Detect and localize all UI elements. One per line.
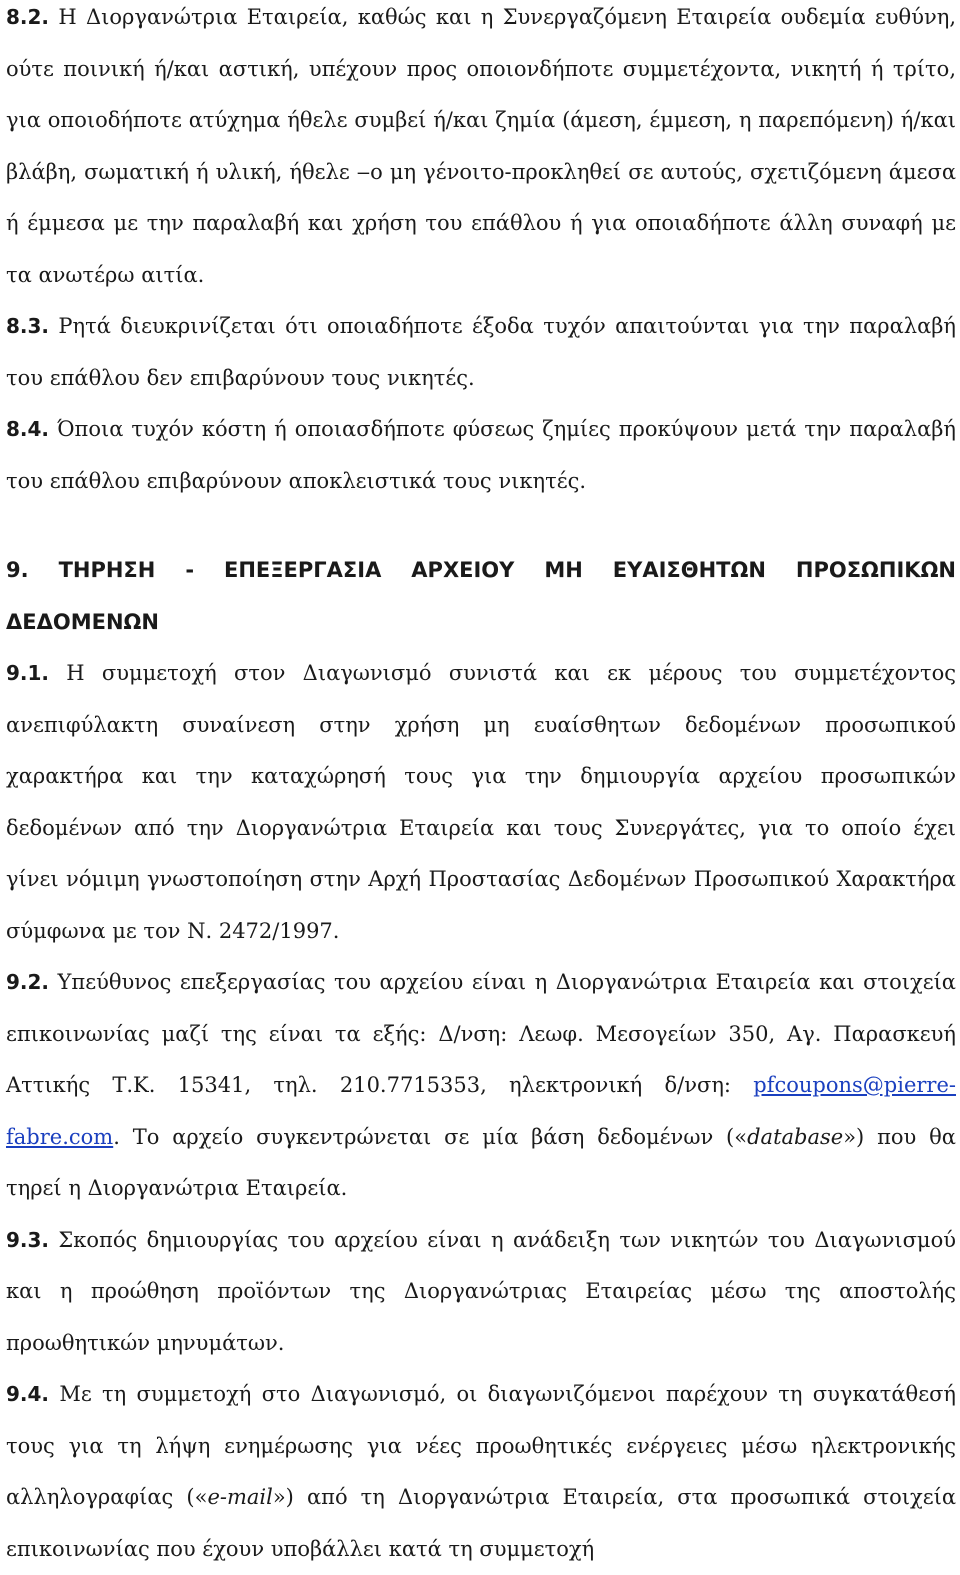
paragraph-9-2 [6,957,956,1215]
database-term: database [747,1124,844,1149]
clause-text: Υπεύθυνος επεξεργασίας του αρχείου είναι η Διοργανώτρια Εταιρεία και στοιχεία επικοινωνίας μαζί της είναι τα εξής: Δ/νση: Λεωφ. Μεσογείων 350, Αγ. Παρασκευή Αττικής Τ.Κ. 15341, τηλ. 210.7715353, ηλεκτρονική δ/νση: [6,970,956,1097]
clause-text: ») από τη Διοργανώτρια Εταιρεία, στα προσωπικά στοιχεία επικοινωνίας που έχουν υποβάλλει κατά τη συμμετοχή [6,1485,957,1561]
paragraph-9-1 [6,648,956,957]
clause-text: ») που θα τηρεί η Διοργανώτρια Εταιρεία. [6,1124,956,1200]
clause-number: 8.2. [6,5,50,29]
paragraph-8-2 [6,0,956,301]
clause-number: 8.3. [6,314,50,338]
clause-text: Η Διοργανώτρια Εταιρεία, καθώς και η Συνεργαζόμενη Εταιρεία ουδεμία ευθύνη, ούτε ποινική ή/και αστική, υπέχουν προς οποιονδήποτε συμμετέχοντα, νικητή ή τρίτο, για οποιοδήποτε ατύχημα ήθελε συμβεί ή/και ζημία (άμεση, έμμεση, η παρεπόμενη) ή/και βλάβη, σωματική ή υλική, ήθελε ‒ο μη γένοιτο-προκληθεί σε αυτούς, σχετιζόμενη άμεσα ή έμμεσα με την παραλαβή και χρήση του επάθλου ή για οποιαδήποτε άλλη συναφή με τα ανωτέρω αιτία. [6,5,956,287]
clause-text: Η συμμετοχή στον Διαγωνισμό συνιστά και εκ μέρους του συμμετέχοντος ανεπιφύλακτη συναίνεση στην χρήση μη ευαίσθητων δεδομένων προσωπικού χαρακτήρα και την καταχώρησή τους για την δημιουργία αρχείου προσωπικών δεδομένων από την Διοργανώτρια Εταιρεία και τους Συνεργάτες, για το οποίο έχει γίνει νόμιμη γνωστοποίηση στην Αρχή Προστασίας Δεδομένων Προσωπικού Χαρακτήρα σύμφωνα με τον Ν. 2472/1997. [6,661,956,943]
paragraph-9-3 [6,1215,956,1370]
clause-number: 8.4. [6,417,50,441]
paragraph-8-4 [6,404,956,507]
paragraph-8-3 [6,301,956,404]
clause-text: Όποια τυχόν κόστη ή οποιασδήποτε φύσεως ζημίες προκύψουν μετά την παραλαβή του επάθλου επιβαρύνουν αποκλειστικά τους νικητές. [6,417,956,493]
paragraph-9-4 [6,1369,956,1575]
clause-number: 9.4. [6,1382,50,1406]
email-term: e-mail [207,1485,273,1509]
clause-text: . Το αρχείο συγκεντρώνεται σε μία βάση δεδομένων (« [113,1124,748,1149]
section-heading-9: 9. ΤΗΡΗΣΗ - ΕΠΕΞΕΡΓΑΣΙΑ ΑΡΧΕΙΟΥ ΜΗ ΕΥΑΙΣΘΗΤΩΝ ΠΡΟΣΩΠΙΚΩΝ ΔΕΔΟΜΕΝΩΝ [6,558,956,634]
clause-number: 9.1. [6,661,50,685]
clause-text: Με τη συμμετοχή στο Διαγωνισμό, οι διαγωνιζόμενοι παρέχουν τη συγκατάθεσή τους για τη λήψη ενημέρωσης για νέες προωθητικές ενέργειες μέσω ηλεκτρονικής αλληλογραφίας (« [6,1382,956,1509]
clause-number: 9.3. [6,1227,50,1252]
clause-number: 9.2. [6,970,50,994]
clause-text: Ρητά διευκρινίζεται ότι οποιαδήποτε έξοδα τυχόν απαιτούνται για την παραλαβή του επάθλου δεν επιβαρύνουν τους νικητές. [6,314,956,390]
email-link[interactable]: pfcoupons@pierre-fabre.com [6,1073,956,1149]
clause-text: Σκοπός δημιουργίας του αρχείου είναι η ανάδειξη των νικητών του Διαγωνισμού και η προώθηση προϊόντων της Διοργανώτριας Εταιρείας μέσω της αποστολής προωθητικών μηνυμάτων. [6,1227,956,1355]
